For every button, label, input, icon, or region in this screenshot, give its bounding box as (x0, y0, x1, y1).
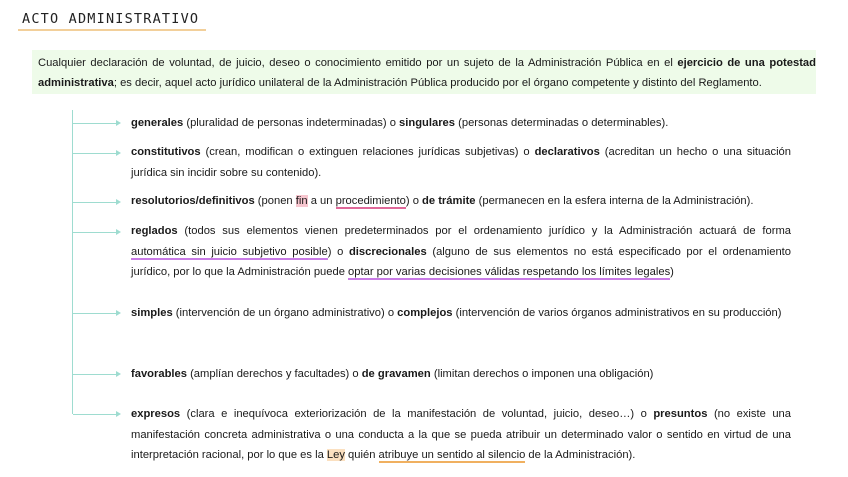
highlight: Ley (326, 449, 345, 461)
list-item-resolutorios (131, 191, 791, 212)
text: de la Administración). (525, 449, 636, 461)
text: (crean, modifican o extinguen relaciones jurídicas subjetivas) o (200, 146, 535, 158)
text: a un (307, 195, 336, 207)
text: ) o (405, 195, 423, 207)
term: expresos (131, 408, 181, 420)
text: quién (344, 449, 379, 461)
text: (personas determinadas o determinables). (455, 117, 669, 129)
term: complejos (397, 307, 453, 319)
term: declarativos (534, 146, 600, 158)
underline: automática sin juicio subjetivo posible (131, 245, 328, 258)
underline: procedimiento (335, 195, 406, 207)
list-item-expresos (131, 404, 791, 466)
underline: atribuye un sentido al silencio (378, 449, 526, 461)
underline: optar por varias decisiones válidas respetando los límites legales (348, 266, 671, 278)
list-item-generales (131, 113, 791, 134)
tree-trunk (72, 110, 73, 414)
branch-arrow (73, 153, 119, 154)
text: ) (670, 266, 674, 278)
page-title: ACTO ADMINISTRATIVO (22, 11, 200, 27)
term: constitutivos (131, 146, 201, 158)
term: presuntos (653, 408, 708, 420)
text: (clara e inequívoca exteriorización de la manifestación de voluntad, juicio, deseo…) o (180, 408, 654, 420)
text: (acreditan un hecho o una situación jurídica sin incidir sobre su contenido). (131, 146, 792, 179)
list-item-constitutivos (131, 142, 791, 183)
branch-arrow (73, 202, 119, 203)
branch-arrow (73, 123, 119, 124)
term: de gravamen (361, 368, 431, 380)
definition-bold: ejercicio de una potestad administrativa (38, 57, 816, 89)
term: simples (131, 307, 173, 319)
branch-arrow (73, 232, 119, 233)
title-underline (18, 29, 206, 31)
branch-arrow (73, 313, 119, 314)
term: resolutorios/definitivos (131, 195, 255, 207)
text: (intervención de un órgano administrativo) o (172, 307, 398, 319)
list-item-reglados (131, 221, 791, 283)
text: (todos sus elementos vienen predeterminados por el ordenamiento jurídico y la Administración actuará de forma (177, 225, 791, 237)
branch-arrow (73, 374, 119, 375)
text: (no existe una manifestación concreta administrativa o una conducta a la que se pueda atribuir un determinado valor o sentido en virtud de una interpretación racional, por lo que es la (131, 408, 792, 461)
list-item-simples (131, 303, 791, 324)
text: (amplían derechos y facultades) o (186, 368, 362, 380)
text: (pluralidad de personas indeterminadas) o (183, 117, 400, 129)
term: reglados (131, 225, 178, 237)
text: (alguno de sus elementos no está especificado por el ordenamiento jurídico, por lo que la Administración puede (131, 245, 792, 278)
term: generales (131, 117, 184, 129)
term: de trámite (422, 195, 476, 207)
definition-text-2: ; es decir, aquel acto jurídico unilateral de la Administración Pública producido por el órgano competente y distinto del Reglamento. (113, 77, 762, 89)
text: (permanecen en la esfera interna de la Administración). (475, 195, 754, 207)
highlight: fin (295, 195, 308, 207)
list-item-favorables (131, 364, 791, 385)
text: (limitan derechos o imponen una obligación) (430, 368, 654, 380)
branch-arrow (73, 414, 119, 415)
term: singulares (399, 117, 456, 129)
term: favorables (131, 368, 187, 380)
text: (intervención de varios órganos administrativos en su producción) (452, 307, 782, 319)
definition-box (32, 50, 816, 94)
text: ) o (327, 245, 349, 258)
text: (ponen (254, 195, 296, 207)
definition-text-1: Cualquier declaración de voluntad, de juicio, deseo o conocimiento emitido por un sujeto de la Administración Pública en el (38, 57, 678, 69)
term: discrecionales (348, 245, 427, 258)
